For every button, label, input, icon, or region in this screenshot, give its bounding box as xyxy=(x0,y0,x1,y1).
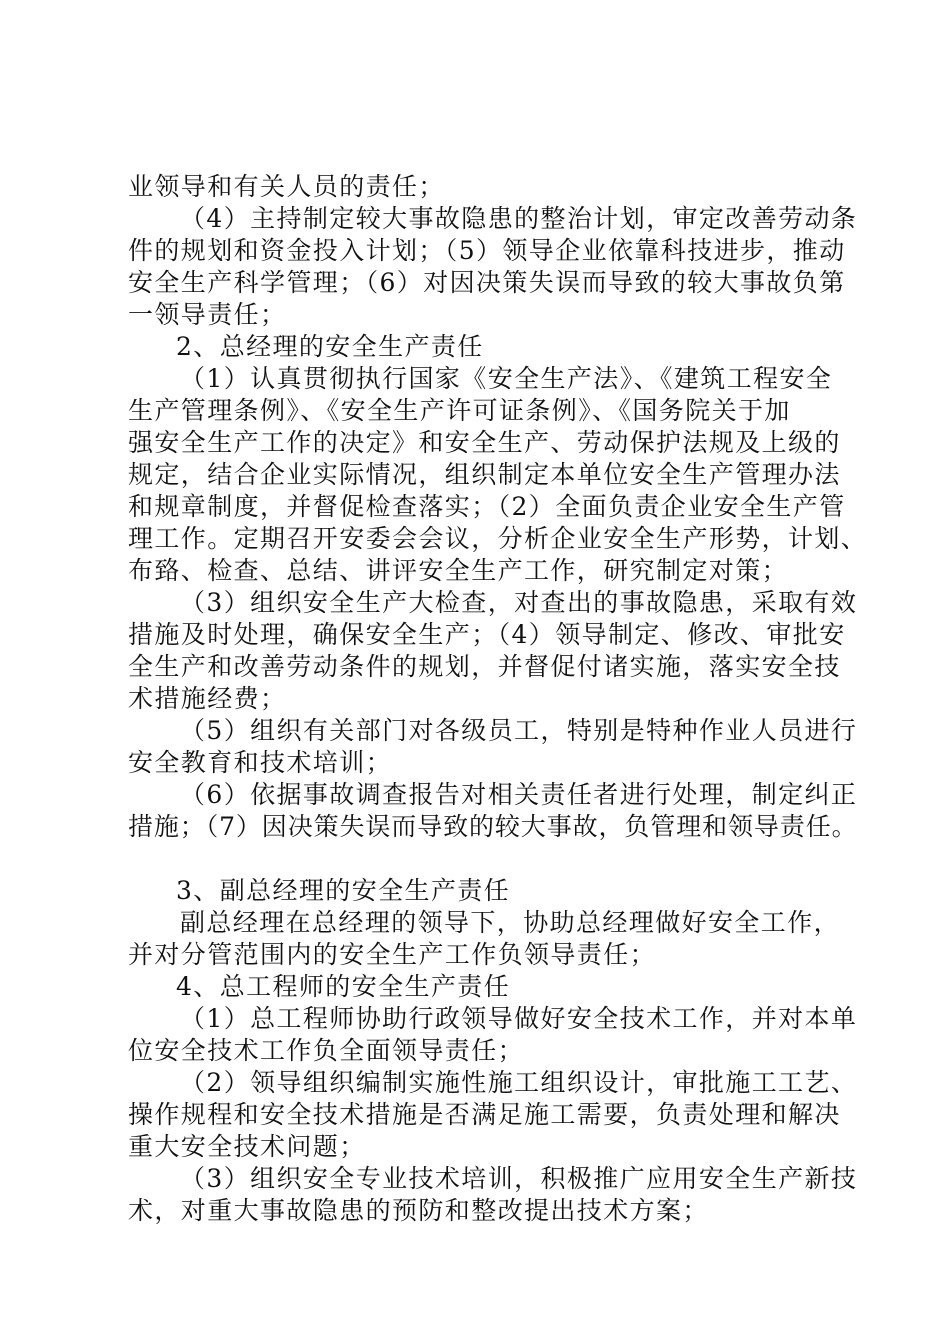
text-line: 安全生产科学管理；（6）对因决策失误而导致的较大事故负第 xyxy=(128,268,846,297)
text-line: 件的规划和资金投入计划；（5）领导企业依靠科技进步，推动 xyxy=(128,236,846,265)
text-line: 位安全技术工作负全面领导责任； xyxy=(128,1036,525,1065)
section-heading: 2、总经理的安全生产责任 xyxy=(176,332,484,361)
text-line: 重大安全技术问题； xyxy=(128,1132,366,1161)
text-line: 措施；（7）因决策失误而导致的较大事故，负管理和领导责任。 xyxy=(128,812,858,841)
text-line: 副总经理在总经理的领导下，协助总经理做好安全工作， xyxy=(180,908,841,937)
text-line: 并对分管范围内的安全生产工作负领导责任； xyxy=(128,940,657,969)
text-line: （1）认真贯彻执行国家《安全生产法》、《建筑工程安全 xyxy=(180,364,833,393)
text-line: （3）组织安全专业技术培训，积极推广应用安全生产新技 xyxy=(180,1164,858,1193)
text-line: 生产管理条例》、《安全生产许可证条例》、《国务院关于加 xyxy=(128,396,791,425)
section-heading: 4、总工程师的安全生产责任 xyxy=(176,972,511,1001)
text-line: 布臵、检查、总结、讲评安全生产工作，研究制定对策； xyxy=(128,556,789,585)
text-line: 一领导责任； xyxy=(128,300,287,329)
text-line: （5）组织有关部门对各级员工，特别是特种作业人员进行 xyxy=(180,716,858,745)
text-line: 安全教育和技术培训； xyxy=(128,748,393,777)
text-line: 强安全生产工作的决定》和安全生产、劳动保护法规及上级的 xyxy=(128,428,841,457)
text-line: 和规章制度，并督促检查落实；（2）全面负责企业安全生产管 xyxy=(128,492,846,521)
text-line: （3）组织安全生产大检查，对查出的事故隐患，采取有效 xyxy=(180,588,858,617)
text-line: 操作规程和安全技术措施是否满足施工需要，负责处理和解决 xyxy=(128,1100,841,1129)
text-line: （1）总工程师协助行政领导做好安全技术工作，并对本单 xyxy=(180,1004,858,1033)
text-line: 全生产和改善劳动条件的规划，并督促付诸实施，落实安全技 xyxy=(128,652,841,681)
text-line: （6）依据事故调查报告对相关责任者进行处理，制定纠正 xyxy=(180,780,858,809)
text-line: 规定，结合企业实际情况，组织制定本单位安全生产管理办法 xyxy=(128,460,841,489)
text-line: 措施及时处理，确保安全生产；（4）领导制定、修改、审批安 xyxy=(128,620,846,649)
section-heading: 3、副总经理的安全生产责任 xyxy=(176,876,511,905)
text-line: （2）领导组织编制实施性施工组织设计，审批施工工艺、 xyxy=(180,1068,858,1097)
text-line: 术，对重大事故隐患的预防和整改提出技术方案； xyxy=(128,1196,709,1225)
text-line: 术措施经费； xyxy=(128,684,287,713)
text-line: 理工作。定期召开安委会会议，分析企业安全生产形势，计划、 xyxy=(128,524,868,553)
text-line: （4）主持制定较大事故隐患的整治计划，审定改善劳动条 xyxy=(180,204,858,233)
text-line: 业领导和有关人员的责任； xyxy=(128,172,445,201)
